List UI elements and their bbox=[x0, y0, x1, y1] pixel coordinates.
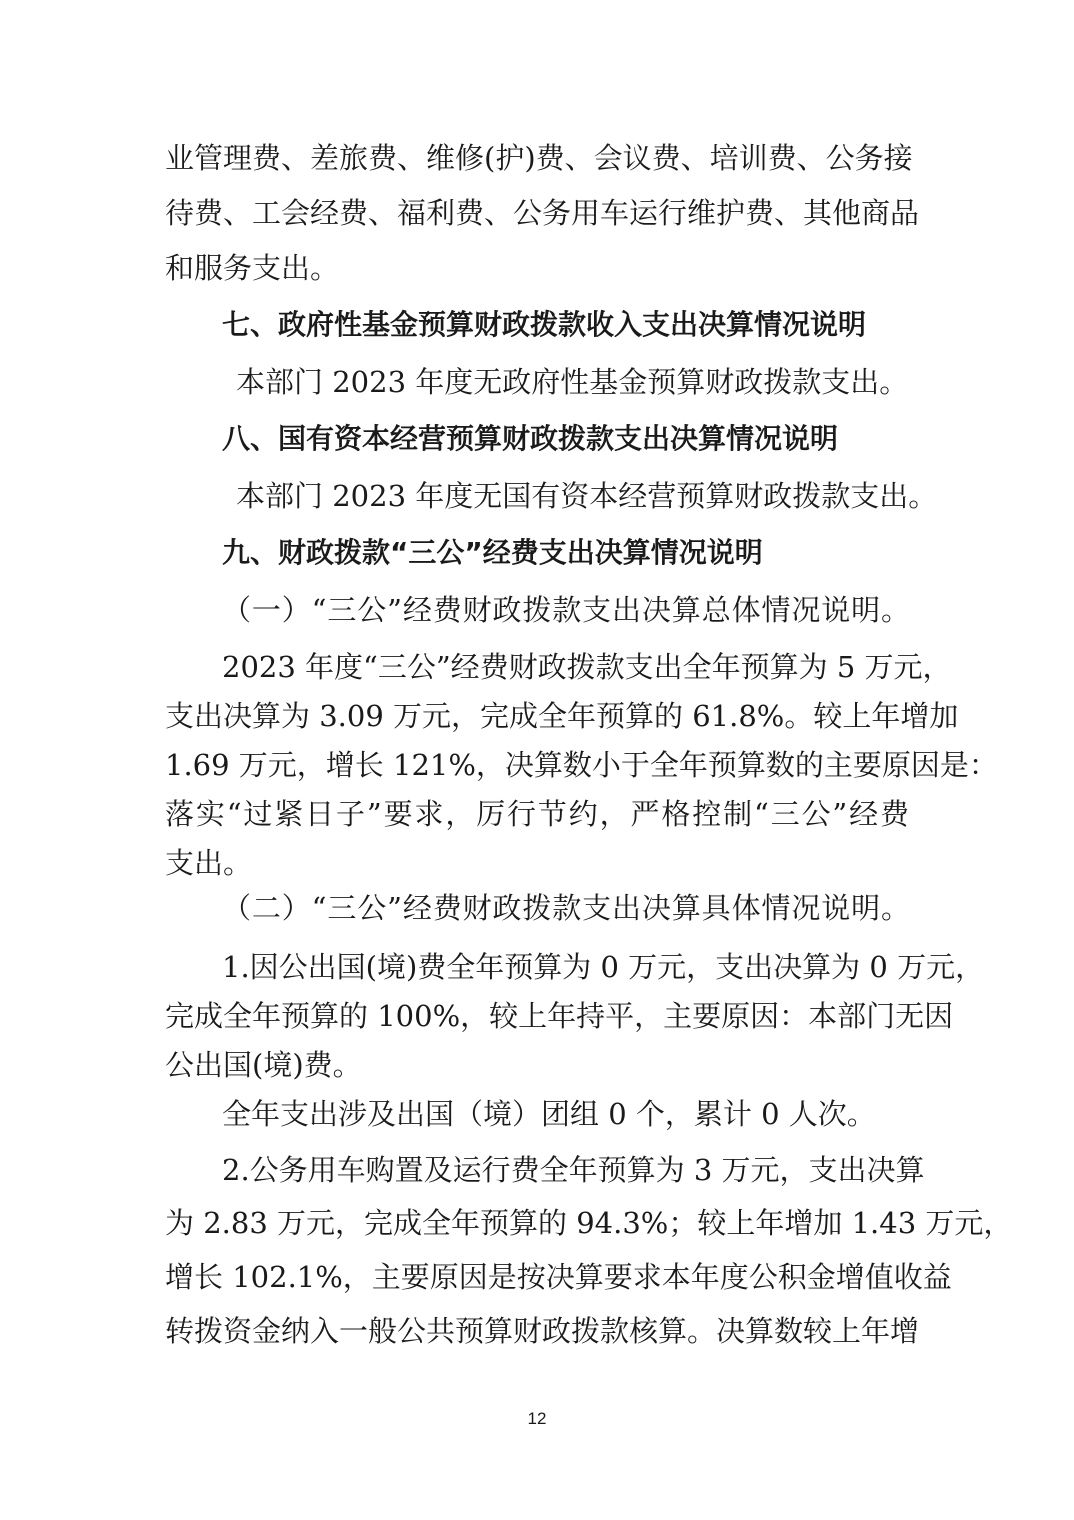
body-text-line: 落实“过紧日子”要求，厉行节约，严格控制“三公”经费 bbox=[165, 797, 909, 831]
subsection-heading: （二）“三公”经费财政拨款支出决算具体情况说明。 bbox=[222, 891, 910, 925]
subsection-heading: （一）“三公”经费财政拨款支出决算总体情况说明。 bbox=[222, 593, 910, 627]
body-text-line: 本部门 2023 年度无国有资本经营预算财政拨款支出。 bbox=[236, 479, 938, 513]
section-heading: 七、政府性基金预算财政拨款收入支出决算情况说明 bbox=[222, 308, 867, 341]
body-text-line: 支出。 bbox=[165, 846, 253, 880]
body-text-line: 1.69 万元，增长 121%，决算数小于全年预算数的主要原因是： bbox=[165, 748, 998, 782]
body-text-line: 转拨资金纳入一般公共预算财政拨款核算。决算数较上年增 bbox=[165, 1314, 920, 1348]
body-text-line: 全年支出涉及出国（境）团组 0 个，累计 0 人次。 bbox=[222, 1097, 876, 1131]
body-text-line: 业管理费、差旅费、维修(护)费、会议费、培训费、公务接 bbox=[165, 141, 913, 175]
body-text-line: 为 2.83 万元，完成全年预算的 94.3%；较上年增加 1.43 万元， bbox=[165, 1206, 1013, 1240]
section-heading: 八、国有资本经营预算财政拨款支出决算情况说明 bbox=[222, 422, 839, 455]
body-text-line: 2.公务用车购置及运行费全年预算为 3 万元，支出决算 bbox=[222, 1153, 925, 1187]
body-text-line: 1.因公出国(境)费全年预算为 0 万元，支出决算为 0 万元， bbox=[222, 950, 985, 984]
body-text-line: 公出国(境)费。 bbox=[165, 1048, 362, 1082]
body-text-line: 本部门 2023 年度无政府性基金预算财政拨款支出。 bbox=[236, 365, 909, 399]
body-text-line: 和服务支出。 bbox=[165, 251, 340, 285]
body-text-line: 2023 年度“三公”经费财政拨款支出全年预算为 5 万元， bbox=[222, 650, 952, 684]
body-text-line: 完成全年预算的 100%，较上年持平，主要原因：本部门无因 bbox=[165, 999, 954, 1033]
body-text-line: 支出决算为 3.09 万元，完成全年预算的 61.8%。较上年增加 bbox=[165, 699, 959, 733]
body-text-line: 增长 102.1%，主要原因是按决算要求本年度公积金增值收益 bbox=[165, 1260, 952, 1294]
body-text-line: 待费、工会经费、福利费、公务用车运行维护费、其他商品 bbox=[165, 196, 920, 230]
section-heading: 九、财政拨款“三公”经费支出决算情况说明 bbox=[222, 536, 763, 569]
page-number: 12 bbox=[527, 1409, 547, 1428]
